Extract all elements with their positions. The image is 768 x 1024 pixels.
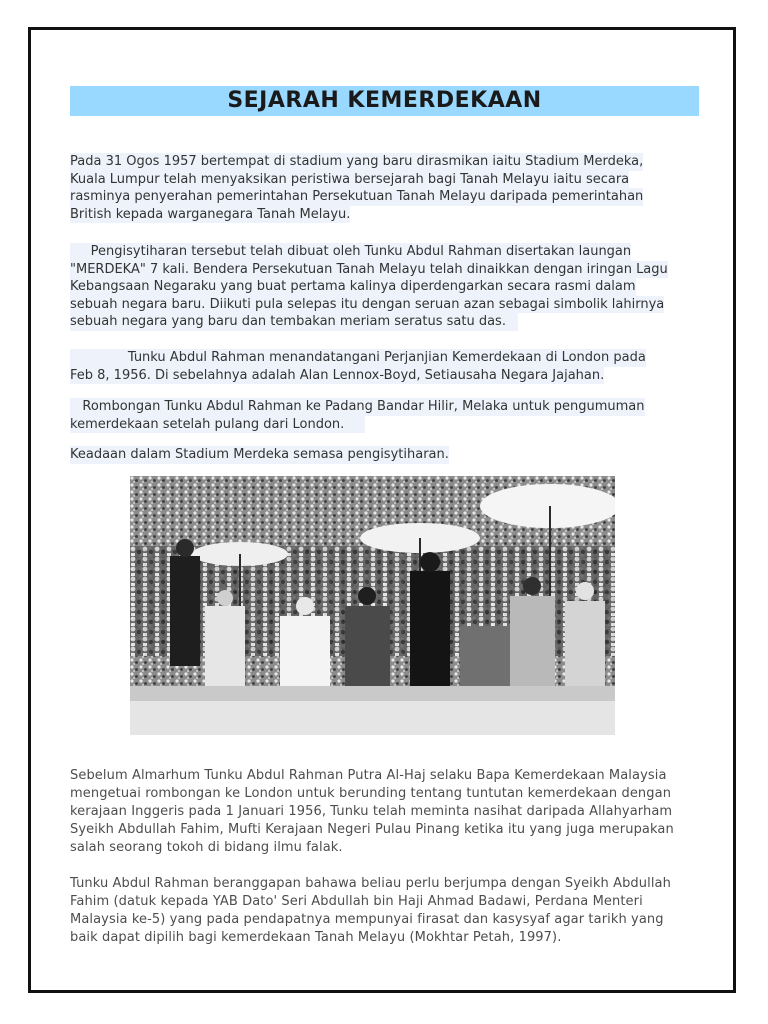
paragraph-line: kemerdekaan setelah pulang dari London.	[70, 416, 365, 432]
paragraph-line: Sebelum Almarhum Tunku Abdul Rahman Putra Al-Haj selaku Bapa Kemerdekaan Malaysia	[70, 768, 667, 783]
paragraph-line: Rombongan Tunku Abdul Rahman ke Padang Bandar Hilir, Melaka untuk pengumuman	[70, 399, 645, 414]
paragraph-4	[70, 398, 710, 433]
paragraph-line: Keadaan dalam Stadium Merdeka semasa pengisytiharan.	[70, 447, 449, 462]
paragraph-line: mengetuai rombongan ke London untuk berunding tentang tuntutan kemerdekaan dengan	[70, 785, 672, 801]
paragraph-line: Fahim (datuk kepada YAB Dato' Seri Abdullah bin Haji Ahmad Badawi, Perdana Menteri	[70, 893, 643, 909]
paragraph-7	[70, 875, 710, 947]
paragraph-3	[70, 349, 710, 384]
paragraph-line: Kuala Lumpur telah menyaksikan peristiwa bersejarah bagi Tanah Melayu iaitu secara	[70, 171, 630, 187]
paragraph-line: British kepada warganegara Tanah Melayu.	[70, 206, 351, 222]
paragraph-line: sebuah negara baru. Diikuti pula selepas itu dengan seruan azan sebagai simbolik lahirnya	[70, 296, 665, 312]
paragraph-line: Malaysia ke-5) yang pada pendapatnya mempunyai firasat dan kasysyaf agar tarikh yang	[70, 911, 664, 927]
paragraph-line: rasminya penyerahan pemerintahan Persekutuan Tanah Melayu daripada pemerintahan	[70, 189, 644, 205]
paragraph-2	[70, 243, 710, 331]
paragraph-line: "MERDEKA" 7 kali. Bendera Persekutuan Tanah Melayu telah dinaikkan dengan iringan Lagu	[70, 261, 668, 277]
paragraph-line: Tunku Abdul Rahman menandatangani Perjanjian Kemerdekaan di London pada	[70, 350, 646, 365]
paragraph-line: Pengisytiharan tersebut telah dibuat oleh Tunku Abdul Rahman disertakan laungan	[70, 244, 632, 259]
paragraph-line: sebuah negara yang baru dan tembakan meriam seratus satu das.	[70, 314, 519, 330]
paragraph-line: Feb 8, 1956. Di sebelahnya adalah Alan Lennox-Boyd, Setiausaha Negara Jajahan.	[70, 367, 605, 383]
page-title: SEJARAH KEMERDEKAAN	[70, 86, 699, 116]
paragraph-6	[70, 767, 710, 857]
paragraph-line: Syeikh Abdullah Fahim, Mufti Kerajaan Negeri Pulau Pinang ketika itu yang juga merupakan	[70, 821, 674, 837]
paragraph-1	[70, 153, 710, 223]
paragraph-line: salah seorang tokoh di bidang ilmu falak.	[70, 839, 343, 855]
paragraph-line: Tunku Abdul Rahman beranggapan bahawa beliau perlu berjumpa dengan Syeikh Abdullah	[70, 876, 671, 891]
paragraph-line: kerajaan Inggeris pada 1 Januari 1956, Tunku telah meminta nasihat daripada Allahyarham	[70, 803, 673, 819]
paragraph-line: baik dapat dipilih bagi kemerdekaan Tanah Melayu (Mokhtar Petah, 1997).	[70, 929, 562, 945]
paragraph-line: Kebangsaan Negaraku yang buat pertama kalinya diperdengarkan secara rasmi dalam	[70, 279, 636, 295]
stadium-merdeka-photo	[130, 476, 615, 735]
photo-caption	[70, 446, 710, 464]
paragraph-line: Pada 31 Ogos 1957 bertempat di stadium yang baru dirasmikan iaitu Stadium Merdeka,	[70, 154, 644, 169]
